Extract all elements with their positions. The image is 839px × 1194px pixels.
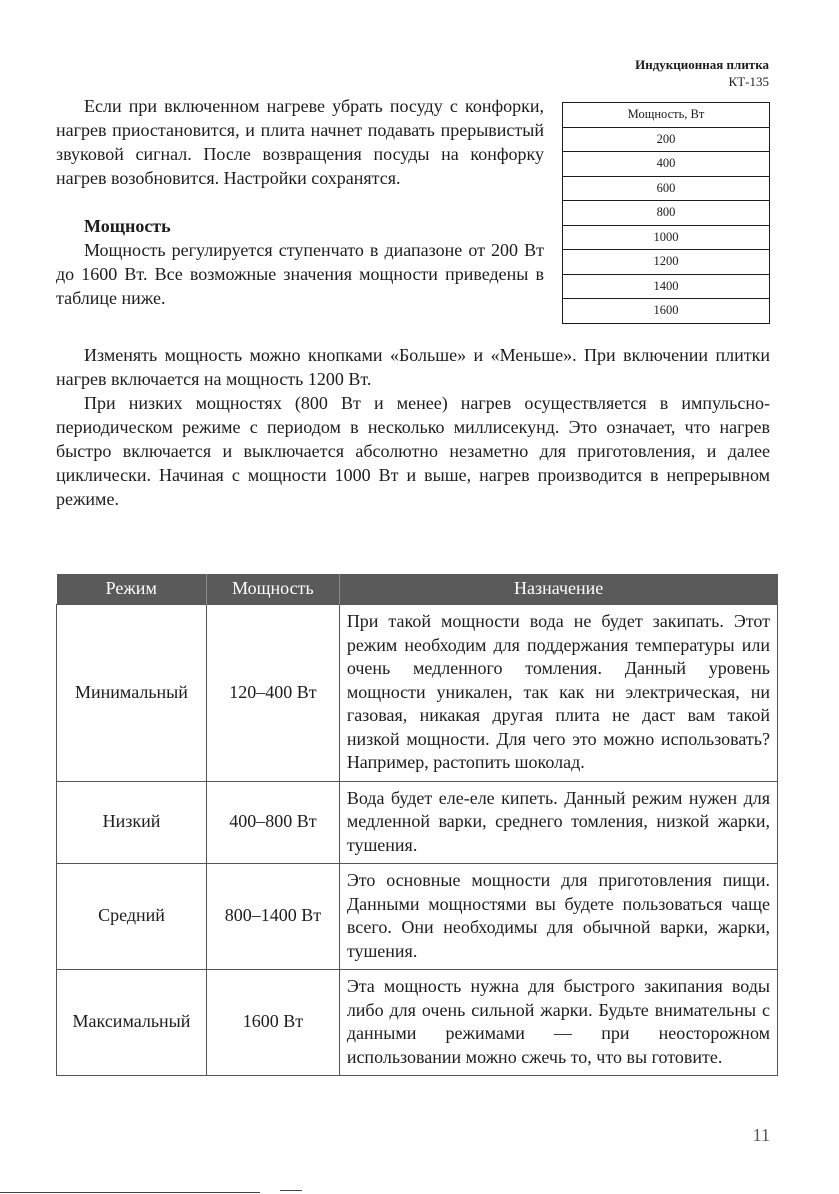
pulse-mode-paragraph: При низких мощностях (800 Вт и менее) нагрев осуществляется в импульсно-периодическом режиме с периодом в несколько миллисекунд. Это означает, что нагрев быстро включается и выключается абсолютно незаметно для приготовления, и далее циклически. Начиная с мощности 1000 Вт и выше, нагрев производится в непрерывном режиме. — [56, 393, 770, 509]
power-values-table — [562, 102, 770, 324]
purpose-cell: Это основные мощности для приготовления пищи. Данными мощностями вы будете пользоваться чаще всего. Они необходимы для обычной варки, жарки, тушения. — [339, 864, 777, 970]
page-number: 11 — [752, 1125, 770, 1145]
table-row — [57, 781, 778, 864]
mode-cell: Минимальный — [57, 605, 207, 782]
section-heading: Мощность — [84, 216, 171, 236]
table-row — [57, 605, 778, 782]
mode-cell: Низкий — [57, 781, 207, 864]
intro-section — [56, 94, 544, 310]
page-header — [635, 56, 769, 90]
power-value-cell: 1400 — [563, 274, 770, 299]
modes-header-purpose: Назначение — [339, 574, 777, 605]
purpose-cell: Вода будет еле-еле кипеть. Данный режим нужен для медленной варки, среднего томления, низкой жарки, тушения. — [339, 781, 777, 864]
modes-header-power: Мощность — [206, 574, 339, 605]
purpose-cell: При такой мощности вода не будет закипать. Этот режим необходим для поддержания температуры или очень медленного томления. Данный уровень мощности уникален, так как ни электрическая, ни газовая, никакая другая плита не даст вам такой низкой мощности. Для чего это можно использовать? Например, растопить шоколад. — [339, 605, 777, 782]
modes-header-mode: Режим — [57, 574, 207, 605]
power-value-cell: 800 — [563, 201, 770, 226]
power-value-cell: 1600 — [563, 299, 770, 324]
table-row — [57, 864, 778, 970]
power-cell: 800–1400 Вт — [206, 864, 339, 970]
mode-cell: Средний — [57, 864, 207, 970]
power-cell: 400–800 Вт — [206, 781, 339, 864]
intro-paragraph: Если при включенном нагреве убрать посуду с конфорки, нагрев приостановится, и плита начнет подавать прерывистый звуковой сигнал. После возвращения посуды на конфорку нагрев возобновится. Настройки сохранятся. — [56, 96, 544, 188]
body-section — [56, 343, 770, 511]
power-cell: 120–400 Вт — [206, 605, 339, 782]
mode-cell: Максимальный — [57, 970, 207, 1076]
power-cell: 1600 Вт — [206, 970, 339, 1076]
table-row — [57, 970, 778, 1076]
power-table-header: Мощность, Вт — [563, 103, 770, 128]
power-value-cell: 200 — [563, 127, 770, 152]
footer-mark — [280, 1190, 302, 1191]
purpose-cell: Эта мощность нужна для быстрого закипания воды либо для очень сильной жарки. Будьте внимательны с данными режимами — при неосторожном использовании можно сжечь то, что вы готовите. — [339, 970, 777, 1076]
power-value-cell: 600 — [563, 176, 770, 201]
modes-table — [56, 574, 778, 1076]
power-range-paragraph: Мощность регулируется ступенчато в диапазоне от 200 Вт до 1600 Вт. Все возможные значения мощности приведены в таблице ниже. — [56, 240, 544, 308]
header-model: КТ-135 — [728, 74, 769, 89]
power-value-cell: 400 — [563, 152, 770, 177]
power-value-cell: 1200 — [563, 250, 770, 275]
header-title: Индукционная плитка — [635, 57, 769, 72]
footer-rule — [0, 1192, 260, 1193]
buttons-paragraph: Изменять мощность можно кнопками «Больше» и «Меньше». При включении плитки нагрев включается на мощность 1200 Вт. — [56, 345, 770, 389]
power-value-cell: 1000 — [563, 225, 770, 250]
